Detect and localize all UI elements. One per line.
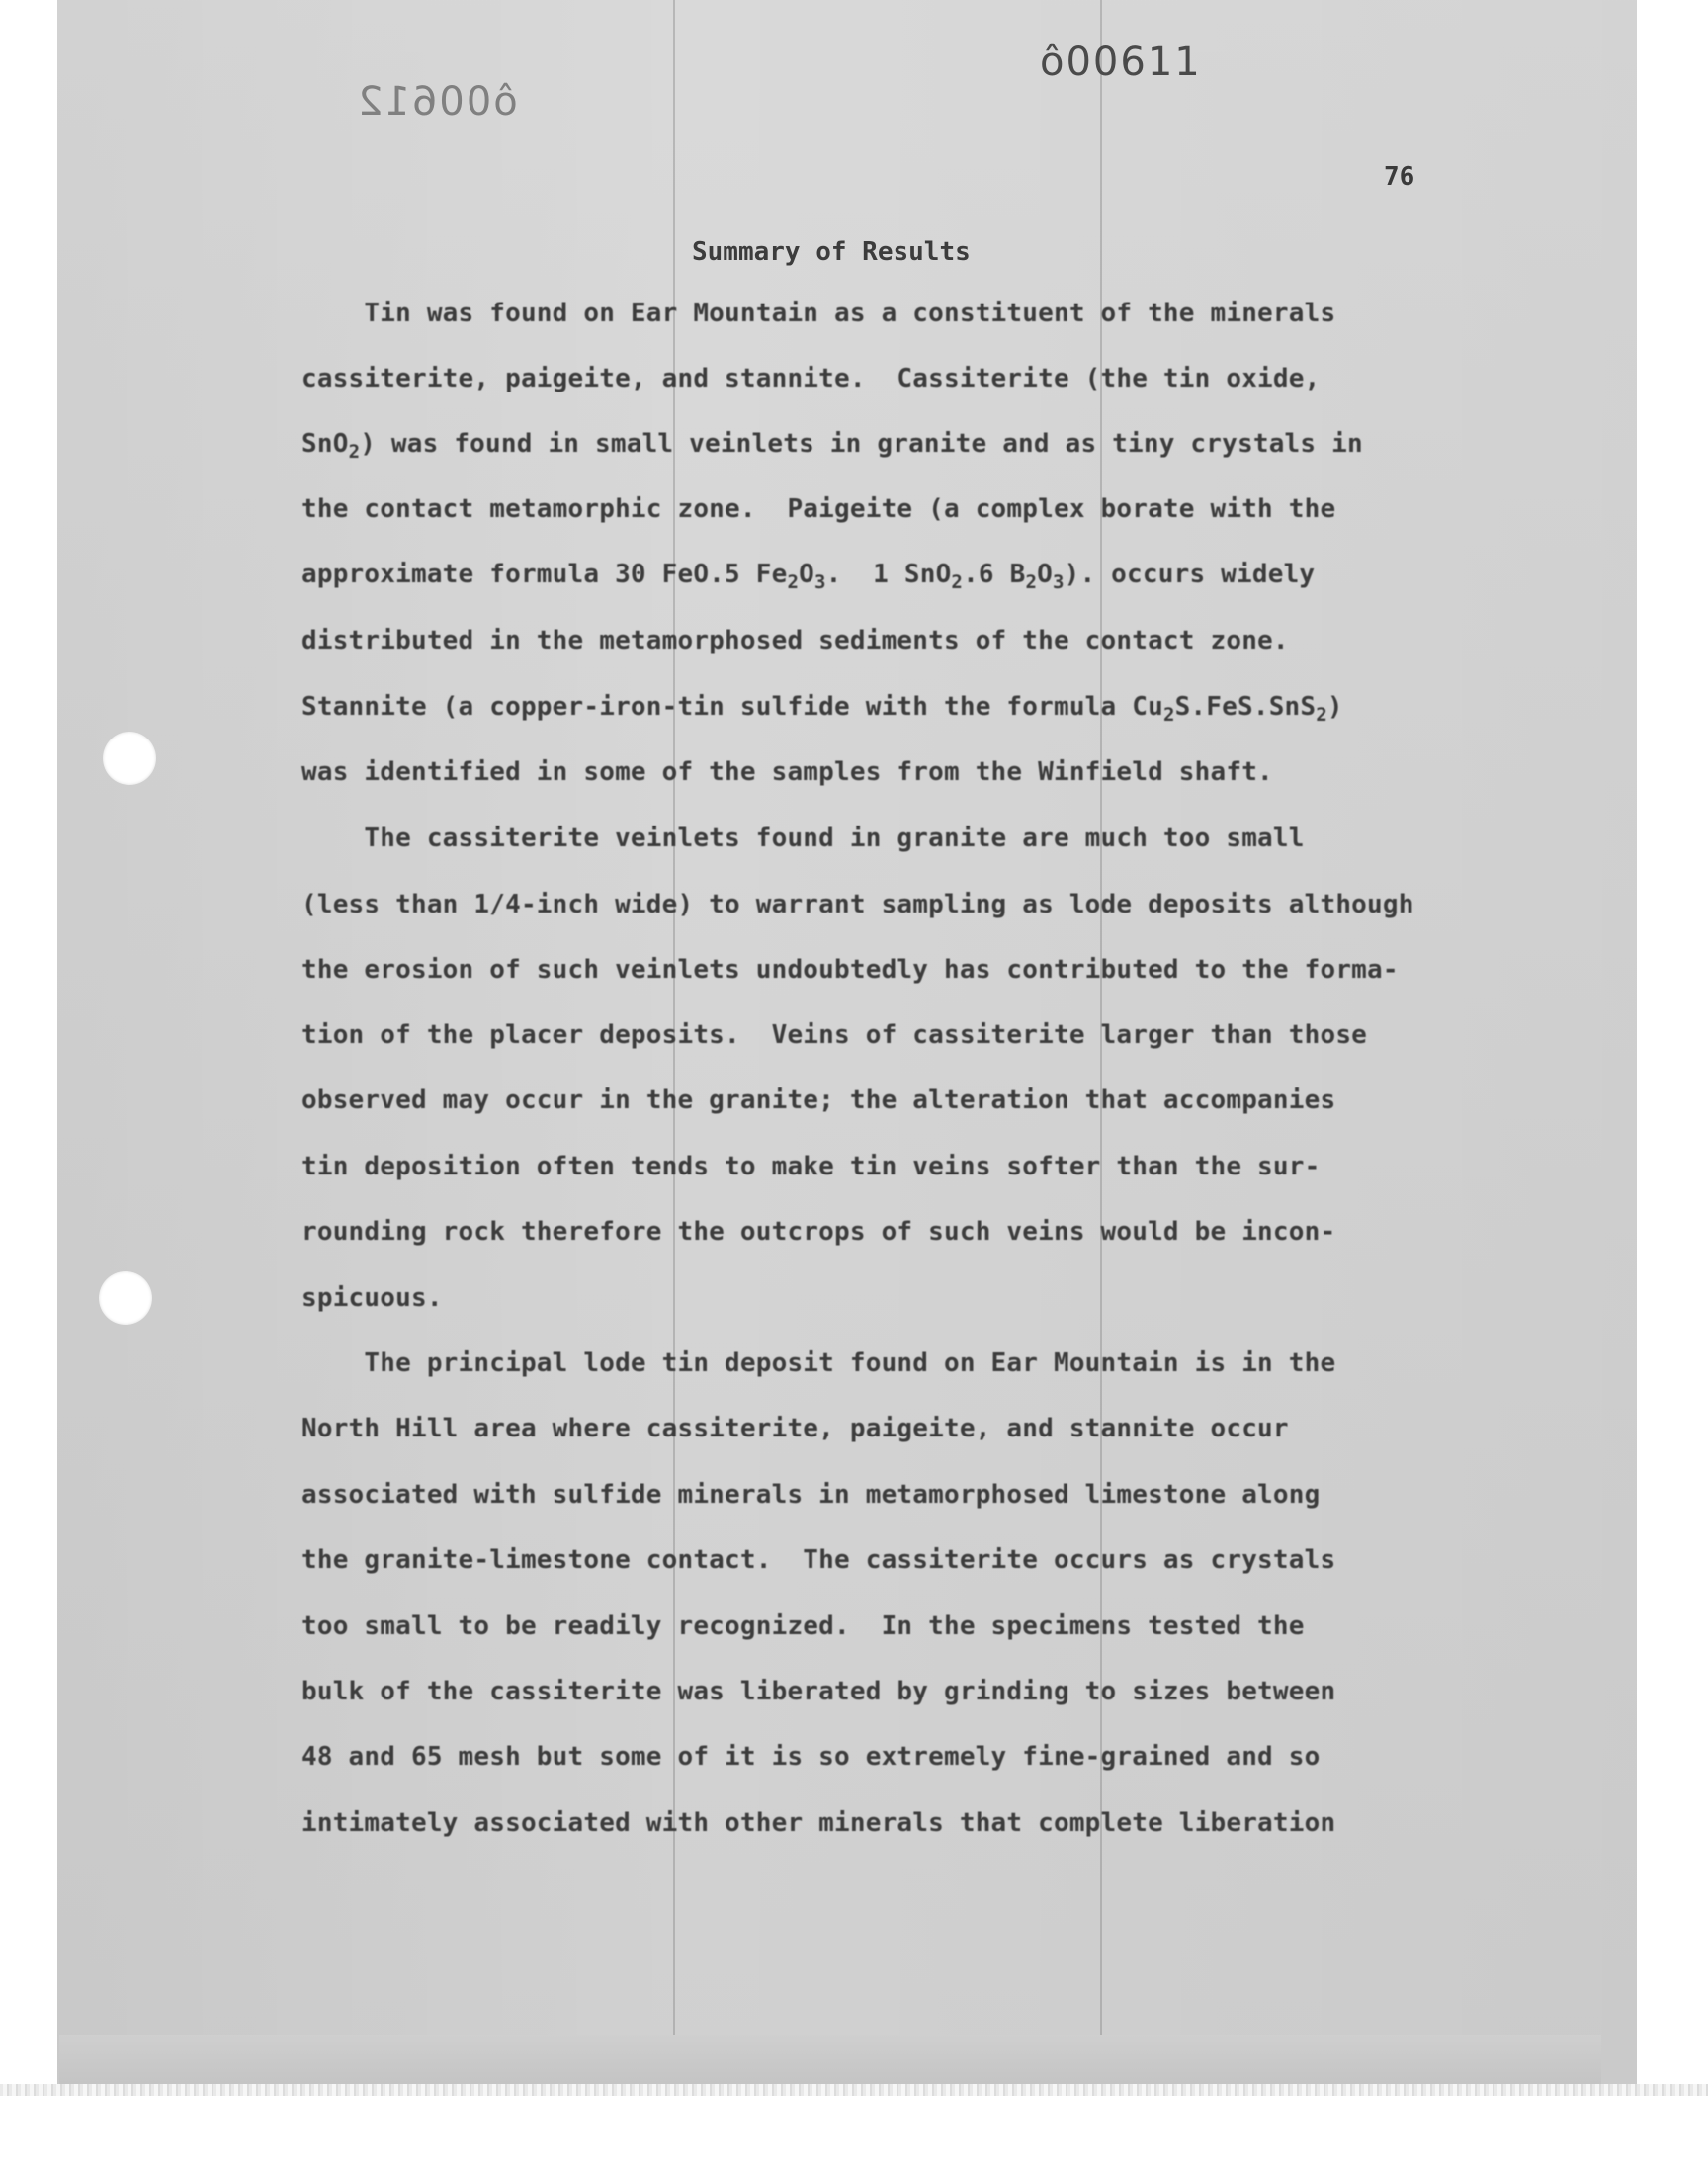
subscript: 2 [348,441,361,463]
text-line: tion of the placer deposits. Veins of cassiterite larger than those [301,1020,1368,1050]
text-run: O [799,560,814,589]
text-line: 48 and 65 mesh but some of it is so extremely fine-grained and so [301,1742,1321,1772]
text-run: approximate formula 30 FeO.5 Fe [301,560,788,589]
text-run: ) [1326,692,1343,722]
section-heading: Summary of Results [692,237,971,267]
text-run: Stannite (a copper-iron-tin sulfide with the formula Cu [301,692,1163,722]
bleed-through-stamp-number: ô00612 [356,79,518,125]
text-line: The principal lode tin deposit found on Ear Mountain is in the [301,1348,1336,1378]
text-line: intimately associated with other minerals that complete liberation [301,1808,1336,1838]
scan-edge-noise [0,2084,1708,2096]
text-line [301,429,1363,463]
subscript: 3 [1052,571,1065,593]
text-line [301,692,1343,726]
text-line: spicuous. [301,1283,443,1313]
subscript: 2 [787,571,800,593]
text-line: too small to be readily recognized. In the specimens tested the [301,1611,1305,1641]
text-line: North Hill area where cassiterite, paigeite, and stannite occur [301,1414,1289,1443]
text-line [301,560,1315,593]
text-line: cassiterite, paigeite, and stannite. Cassiterite (the tin oxide, [301,364,1321,393]
text-line: the erosion of such veinlets undoubtedly has contributed to the forma- [301,955,1399,985]
text-line: associated with sulfide minerals in metamorphosed limestone along [301,1480,1321,1510]
text-run: . 1 SnO [825,560,952,589]
document-stamp-number: ô00611 [1040,40,1202,85]
page-number: 76 [1384,162,1415,192]
subscript: 2 [1025,571,1038,593]
text-run: ) was found in small veinlets in granite and as tiny crystals in [360,429,1363,459]
text-run: .6 B [963,560,1026,589]
text-line: (less than 1/4-inch wide) to warrant sampling as lode deposits although [301,890,1414,919]
text-line: Tin was found on Ear Mountain as a constituent of the minerals [301,299,1336,328]
text-line: The cassiterite veinlets found in granite are much too small [301,824,1305,853]
text-line: distributed in the metamorphosed sediments of the contact zone. [301,626,1289,655]
page-bottom-edge [59,2035,1601,2084]
subscript: 3 [813,571,826,593]
text-line: tin deposition often tends to make tin veins softer than the sur- [301,1152,1321,1181]
text-run: ). occurs widely [1064,560,1316,589]
text-run: SnO [301,429,349,459]
text-run: S.FeS.SnS [1174,692,1317,722]
punch-hole [103,732,156,785]
subscript: 2 [951,571,964,593]
subscript: 2 [1316,704,1327,726]
text-line: bulk of the cassiterite was liberated by grinding to sizes between [301,1677,1336,1706]
subscript: 2 [1162,704,1175,726]
text-run: O [1037,560,1053,589]
text-line: the contact metamorphic zone. Paigeite (a complex borate with the [301,494,1336,524]
text-line: was identified in some of the samples from the Winfield shaft. [301,757,1273,787]
text-line: observed may occur in the granite; the alteration that accompanies [301,1086,1336,1115]
text-line: the granite-limestone contact. The cassiterite occurs as crystals [301,1545,1336,1575]
punch-hole [99,1271,152,1325]
text-line: rounding rock therefore the outcrops of such veins would be incon- [301,1217,1336,1247]
